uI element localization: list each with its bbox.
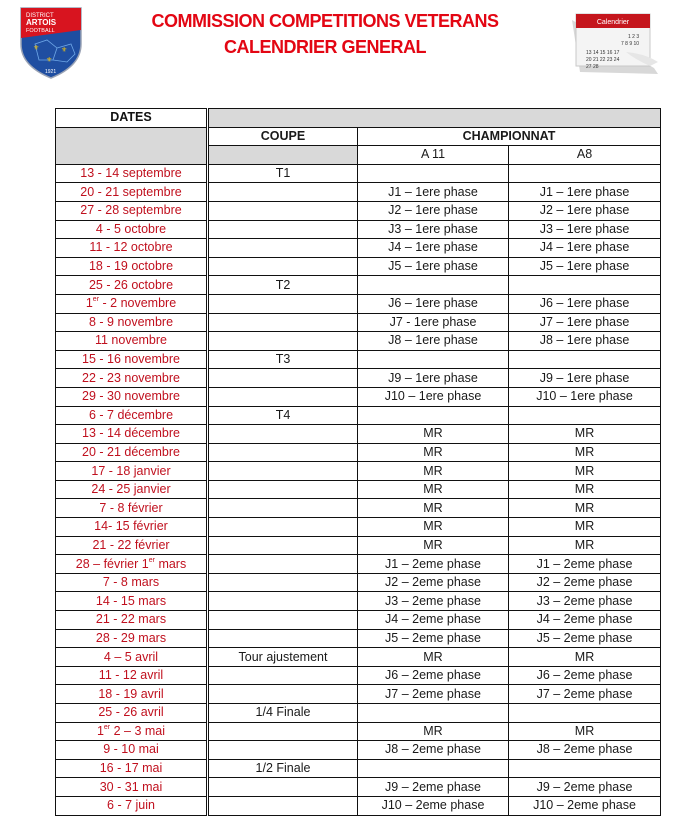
a11-cell: J1 – 2eme phase xyxy=(358,555,509,574)
date-cell: 14- 15 février xyxy=(56,518,208,537)
a11-cell: J7 – 2eme phase xyxy=(358,685,509,704)
table-row xyxy=(56,257,661,276)
coupe-cell xyxy=(208,592,358,611)
header-coupe-blank xyxy=(208,146,358,165)
a11-cell: J1 – 1ere phase xyxy=(358,183,509,202)
date-cell: 16 - 17 mai xyxy=(56,759,208,778)
date-cell: 6 - 7 juin xyxy=(56,796,208,815)
table-row xyxy=(56,759,661,778)
a8-cell: J1 – 2eme phase xyxy=(509,555,661,574)
a11-cell: J6 – 2eme phase xyxy=(358,666,509,685)
a11-cell: J7 - 1ere phase xyxy=(358,313,509,332)
table-row xyxy=(56,183,661,202)
a11-cell: J3 – 1ere phase xyxy=(358,220,509,239)
page-title: COMMISSION COMPETITIONS VETERANS xyxy=(151,11,499,31)
a11-cell: MR xyxy=(358,648,509,667)
a8-cell: MR xyxy=(509,480,661,499)
a11-cell: MR xyxy=(358,462,509,481)
coupe-cell xyxy=(208,201,358,220)
coupe-cell xyxy=(208,313,358,332)
a11-cell: J8 – 2eme phase xyxy=(358,741,509,760)
table-row xyxy=(56,778,661,797)
table-row xyxy=(56,350,661,369)
a8-cell: J1 – 1ere phase xyxy=(509,183,661,202)
a11-cell: J2 – 1ere phase xyxy=(358,201,509,220)
table-row xyxy=(56,294,661,313)
table-row xyxy=(56,425,661,444)
a11-cell: MR xyxy=(358,480,509,499)
header-row-1 xyxy=(56,109,661,128)
table-row xyxy=(56,462,661,481)
coupe-cell: 1/2 Finale xyxy=(208,759,358,778)
a8-cell: J6 – 2eme phase xyxy=(509,666,661,685)
table-row xyxy=(56,555,661,574)
coupe-cell xyxy=(208,518,358,537)
table-row xyxy=(56,704,661,723)
coupe-cell xyxy=(208,462,358,481)
a11-cell: MR xyxy=(358,518,509,537)
a8-cell xyxy=(509,276,661,295)
table-row xyxy=(56,313,661,332)
table-row xyxy=(56,741,661,760)
date-cell: 15 - 16 novembre xyxy=(56,350,208,369)
header-dates-blank xyxy=(56,127,208,164)
coupe-cell: T4 xyxy=(208,406,358,425)
coupe-cell xyxy=(208,499,358,518)
a11-cell xyxy=(358,164,509,183)
table-row xyxy=(56,796,661,815)
a8-cell: MR xyxy=(509,536,661,555)
a11-cell: J4 – 1ere phase xyxy=(358,239,509,258)
date-cell: 18 - 19 avril xyxy=(56,685,208,704)
a8-cell: J7 – 1ere phase xyxy=(509,313,661,332)
a11-cell: J5 – 1ere phase xyxy=(358,257,509,276)
page-subtitle: CALENDRIER GENERAL xyxy=(223,37,426,57)
coupe-cell: T2 xyxy=(208,276,358,295)
a11-cell: MR xyxy=(358,425,509,444)
date-cell: 4 - 5 octobre xyxy=(56,220,208,239)
a11-cell: MR xyxy=(358,443,509,462)
a8-cell xyxy=(509,164,661,183)
date-cell: 11 - 12 avril xyxy=(56,666,208,685)
date-cell: 22 - 23 novembre xyxy=(56,369,208,388)
logo-sub: FOOTBALL xyxy=(26,28,55,34)
coupe-cell xyxy=(208,573,358,592)
date-cell: 27 - 28 septembre xyxy=(56,201,208,220)
a8-cell: J6 – 1ere phase xyxy=(509,294,661,313)
date-cell: 14 - 15 mars xyxy=(56,592,208,611)
table-row xyxy=(56,443,661,462)
a8-cell: J4 – 1ere phase xyxy=(509,239,661,258)
table-row xyxy=(56,369,661,388)
date-cell: 28 - 29 mars xyxy=(56,629,208,648)
date-cell: 11 - 12 octobre xyxy=(56,239,208,258)
svg-text:13 14 15 16 17: 13 14 15 16 17 xyxy=(586,50,620,56)
header-a11: A 11 xyxy=(358,146,509,165)
date-cell: 11 novembre xyxy=(56,332,208,351)
date-cell: 25 - 26 avril xyxy=(56,704,208,723)
coupe-cell: 1/4 Finale xyxy=(208,704,358,723)
calendar-icon-label: Calendrier xyxy=(596,19,630,26)
a11-cell: J9 – 2eme phase xyxy=(358,778,509,797)
a8-cell: J5 – 1ere phase xyxy=(509,257,661,276)
a8-cell: MR xyxy=(509,518,661,537)
a8-cell: J10 – 2eme phase xyxy=(509,796,661,815)
header-championnat: CHAMPIONNAT xyxy=(358,127,661,146)
ordinal-superscript: er xyxy=(103,723,111,731)
coupe-cell xyxy=(208,741,358,760)
date-cell: 24 - 25 janvier xyxy=(56,480,208,499)
coupe-cell xyxy=(208,536,358,555)
logo-year: 1921 xyxy=(45,69,57,75)
a8-cell: MR xyxy=(509,425,661,444)
a8-cell: MR xyxy=(509,462,661,481)
date-cell: 20 - 21 décembre xyxy=(56,443,208,462)
a8-cell: J4 – 2eme phase xyxy=(509,611,661,630)
a11-cell: J10 – 1ere phase xyxy=(358,387,509,406)
date-cell: 21 - 22 mars xyxy=(56,611,208,630)
coupe-cell xyxy=(208,332,358,351)
a8-cell xyxy=(509,406,661,425)
a11-cell: J3 – 2eme phase xyxy=(358,592,509,611)
table-row xyxy=(56,592,661,611)
date-cell: 1er - 2 novembre xyxy=(56,294,208,313)
table-row xyxy=(56,220,661,239)
a8-cell: J2 – 1ere phase xyxy=(509,201,661,220)
a11-cell: MR xyxy=(358,722,509,741)
coupe-cell: Tour ajustement xyxy=(208,648,358,667)
date-cell: 13 - 14 septembre xyxy=(56,164,208,183)
date-cell: 13 - 14 décembre xyxy=(56,425,208,444)
header-blank xyxy=(208,109,661,128)
coupe-cell xyxy=(208,611,358,630)
coupe-cell xyxy=(208,666,358,685)
date-cell: 29 - 30 novembre xyxy=(56,387,208,406)
svg-text:20 21 22 23 24: 20 21 22 23 24 xyxy=(586,57,620,63)
a11-cell xyxy=(358,704,509,723)
coupe-cell xyxy=(208,239,358,258)
date-cell: 18 - 19 octobre xyxy=(56,257,208,276)
date-cell: 28 – février 1er mars xyxy=(56,555,208,574)
a8-cell: MR xyxy=(509,499,661,518)
date-cell: 30 - 31 mai xyxy=(56,778,208,797)
coupe-cell xyxy=(208,183,358,202)
date-cell: 25 - 26 octobre xyxy=(56,276,208,295)
a8-cell xyxy=(509,350,661,369)
table-row xyxy=(56,518,661,537)
date-cell: 6 - 7 décembre xyxy=(56,406,208,425)
a8-cell: MR xyxy=(509,722,661,741)
a8-cell: J9 – 1ere phase xyxy=(509,369,661,388)
svg-text:1 2 3: 1 2 3 xyxy=(628,34,640,40)
a8-cell: J10 – 1ere phase xyxy=(509,387,661,406)
date-cell: 17 - 18 janvier xyxy=(56,462,208,481)
date-cell: 7 - 8 février xyxy=(56,499,208,518)
a11-cell xyxy=(358,276,509,295)
table-row xyxy=(56,239,661,258)
district-artois-logo xyxy=(17,4,85,80)
a11-cell xyxy=(358,406,509,425)
table-row xyxy=(56,611,661,630)
table-row xyxy=(56,387,661,406)
coupe-cell xyxy=(208,425,358,444)
coupe-cell xyxy=(208,443,358,462)
svg-text:⚜: ⚜ xyxy=(61,47,68,54)
a11-cell: J9 – 1ere phase xyxy=(358,369,509,388)
table-row xyxy=(56,480,661,499)
coupe-cell xyxy=(208,778,358,797)
a11-cell: J6 – 1ere phase xyxy=(358,294,509,313)
table-row xyxy=(56,406,661,425)
a8-cell: J7 – 2eme phase xyxy=(509,685,661,704)
ordinal-superscript: er xyxy=(148,556,155,564)
a11-cell: MR xyxy=(358,499,509,518)
table-row xyxy=(56,164,661,183)
coupe-cell xyxy=(208,722,358,741)
svg-text:27 28: 27 28 xyxy=(586,64,599,70)
logo-top-text: DISTRICT xyxy=(26,13,54,19)
a8-cell: J8 – 2eme phase xyxy=(509,741,661,760)
a8-cell: J5 – 2eme phase xyxy=(509,629,661,648)
header-a8: A8 xyxy=(509,146,661,165)
date-cell: 21 - 22 février xyxy=(56,536,208,555)
a11-cell xyxy=(358,759,509,778)
date-cell: 8 - 9 novembre xyxy=(56,313,208,332)
coupe-cell xyxy=(208,294,358,313)
a11-cell: J10 – 2eme phase xyxy=(358,796,509,815)
coupe-cell xyxy=(208,480,358,499)
a8-cell xyxy=(509,759,661,778)
ordinal-superscript: er xyxy=(92,296,100,304)
coupe-cell: T1 xyxy=(208,164,358,183)
calendar-table xyxy=(55,108,661,816)
header-row-2 xyxy=(56,127,661,146)
a8-cell: MR xyxy=(509,443,661,462)
a8-cell: J3 – 1ere phase xyxy=(509,220,661,239)
a11-cell xyxy=(358,350,509,369)
date-cell: 20 - 21 septembre xyxy=(56,183,208,202)
a11-cell: J8 – 1ere phase xyxy=(358,332,509,351)
a11-cell: MR xyxy=(358,536,509,555)
a8-cell: J2 – 2eme phase xyxy=(509,573,661,592)
a8-cell: J8 – 1ere phase xyxy=(509,332,661,351)
header-coupe: COUPE xyxy=(208,127,358,146)
coupe-cell xyxy=(208,257,358,276)
header-dates: DATES xyxy=(56,109,208,128)
svg-text:7 8 9 10: 7 8 9 10 xyxy=(621,41,640,47)
calendar-icon xyxy=(566,6,664,80)
table-row xyxy=(56,573,661,592)
a11-cell: J4 – 2eme phase xyxy=(358,611,509,630)
coupe-cell xyxy=(208,387,358,406)
a8-cell: J9 – 2eme phase xyxy=(509,778,661,797)
table-row xyxy=(56,722,661,741)
logo-name: ARTOIS xyxy=(26,18,57,27)
table-row xyxy=(56,276,661,295)
table-row xyxy=(56,685,661,704)
table-row xyxy=(56,629,661,648)
table-row xyxy=(56,332,661,351)
table-row xyxy=(56,648,661,667)
date-cell: 4 – 5 avril xyxy=(56,648,208,667)
a11-cell: J5 – 2eme phase xyxy=(358,629,509,648)
coupe-cell xyxy=(208,629,358,648)
svg-text:⚜: ⚜ xyxy=(33,45,40,52)
coupe-cell xyxy=(208,220,358,239)
table-row xyxy=(56,499,661,518)
date-cell: 9 - 10 mai xyxy=(56,741,208,760)
coupe-cell xyxy=(208,555,358,574)
date-cell: 1er 2 – 3 mai xyxy=(56,722,208,741)
table-row xyxy=(56,666,661,685)
coupe-cell: T3 xyxy=(208,350,358,369)
coupe-cell xyxy=(208,685,358,704)
coupe-cell xyxy=(208,796,358,815)
table-row xyxy=(56,536,661,555)
a8-cell: MR xyxy=(509,648,661,667)
table-row xyxy=(56,201,661,220)
a11-cell: J2 – 2eme phase xyxy=(358,573,509,592)
coupe-cell xyxy=(208,369,358,388)
date-cell: 7 - 8 mars xyxy=(56,573,208,592)
a8-cell: J3 – 2eme phase xyxy=(509,592,661,611)
svg-text:⚜: ⚜ xyxy=(46,57,53,64)
a8-cell xyxy=(509,704,661,723)
